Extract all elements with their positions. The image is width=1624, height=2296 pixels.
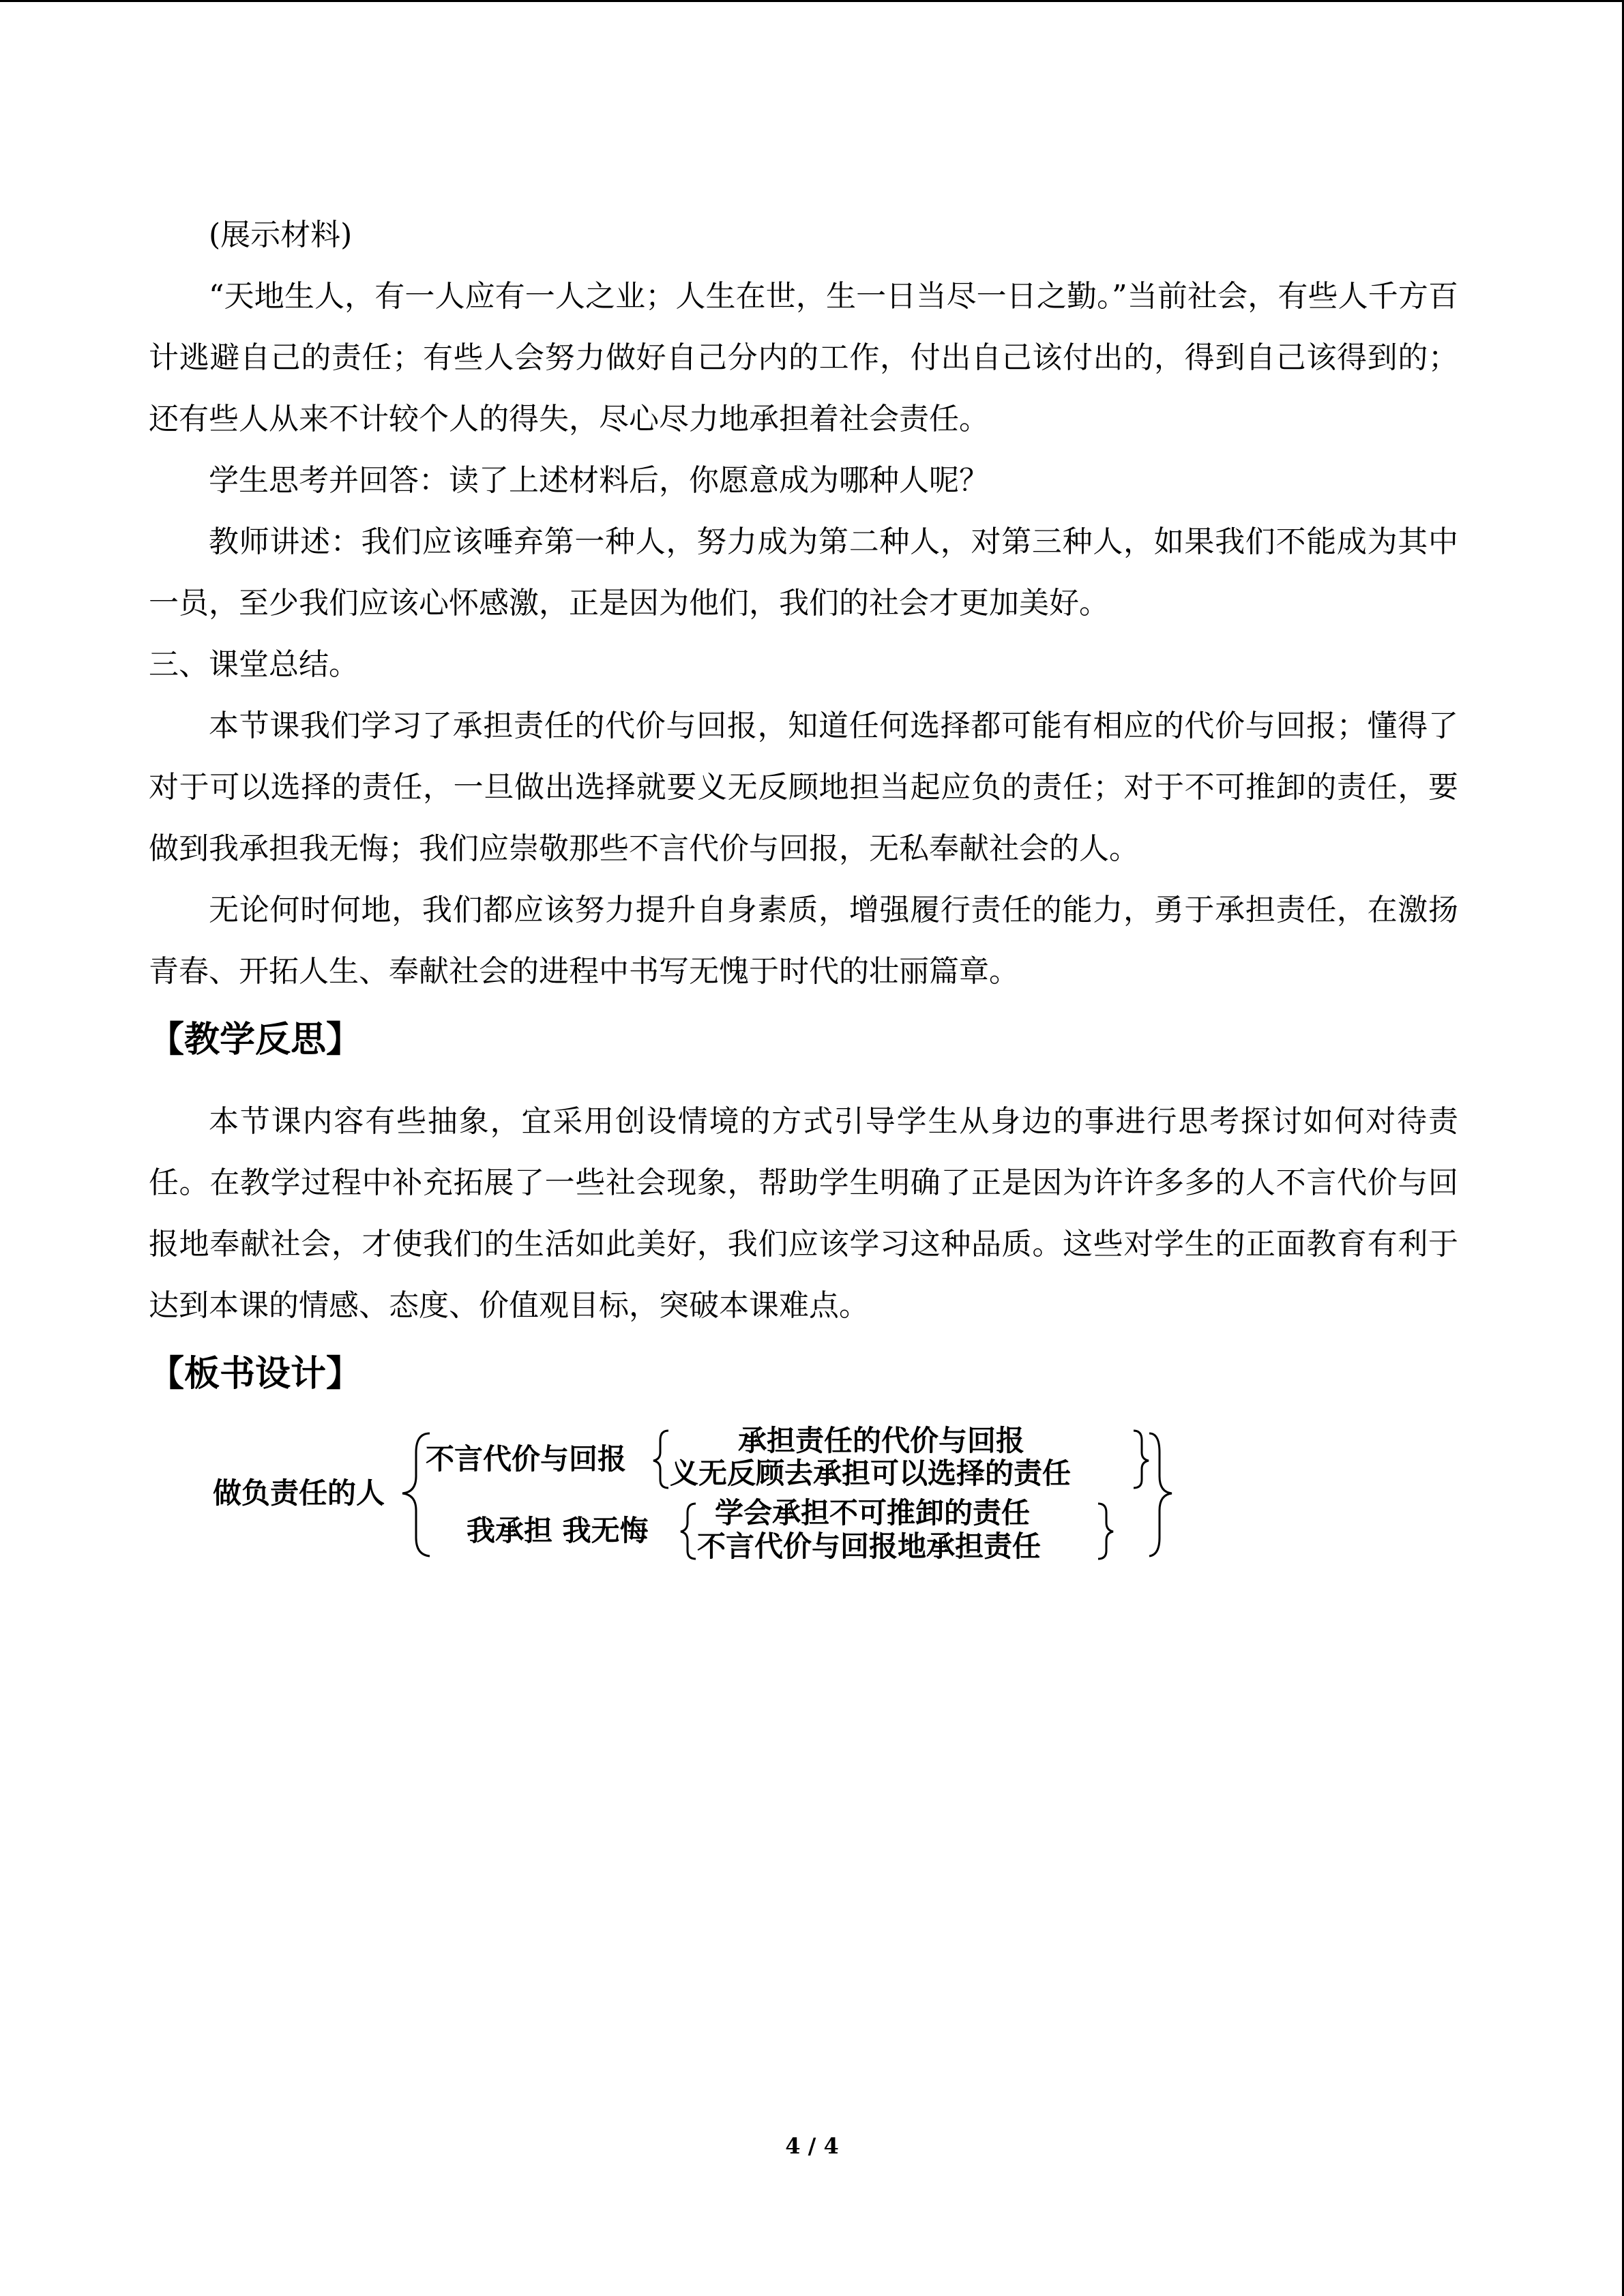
student-think-paragraph: 学生思考并回答：读了上述材料后，你愿意成为哪种人呢？ — [209, 463, 989, 498]
branch-2-close-brace — [1098, 1504, 1113, 1559]
branch-1-close-brace — [1134, 1431, 1149, 1488]
branch-1-brace — [653, 1431, 668, 1488]
root-close-brace — [1149, 1433, 1172, 1556]
reflection-title: 【教学反思】 — [149, 1019, 362, 1060]
summary-paragraph-2: 无论何时何地，我们都应该努力提升自身素质，增强履行责任的能力，勇于承担责任，在激扬青春、开拓人生、奉献社会的进程中书写无愧于时代的壮丽篇章。 — [149, 893, 1458, 989]
board-branch-1-label: 不言代价与回报 — [426, 1442, 627, 1476]
board-branch-2-label: 我承担 我无悔 — [467, 1514, 649, 1547]
teacher-talk-paragraph: 教师讲述：我们应该唾弃第一种人，努力成为第二种人，对第三种人，如果我们不能成为其中一员，至少我们应该心怀感激，正是因为他们，我们的社会才更加美好。 — [149, 524, 1458, 621]
summary-heading: 三、课堂总结。 — [149, 647, 359, 682]
board-root-label: 做负责任的人 — [213, 1476, 385, 1510]
main-content — [149, 205, 1458, 1412]
page-number: 4 / 4 — [785, 2133, 839, 2159]
board-branch-1-item-2: 义无反顾去承担可以选择的责任 — [670, 1457, 1072, 1490]
board-branch-1-item-1: 承担责任的代价与回报 — [738, 1424, 1025, 1457]
reflection-text: 本节课内容有些抽象，宜采用创设情境的方式引导学生从身边的事进行思考探讨如何对待责任。在教学过程中补充拓展了一些社会现象，帮助学生明确了正是因为许许多多的人不言代价与回报地奉献社会，才使我们的生活如此美好，我们应该学习这种品质。这些对学生的正面教育有利于达到本课的情感、态度、价值观目标，突破本课难点。 — [149, 1104, 1458, 1323]
material-label: (展示材料) — [209, 218, 353, 252]
board-design-diagram — [205, 1391, 1194, 1582]
summary-paragraph-1: 本节课我们学习了承担责任的代价与回报，知道任何选择都可能有相应的代价与回报；懂得了对于可以选择的责任，一旦做出选择就要义无反顾地担当起应负的责任；对于不可推卸的责任，要做到我承担我无悔；我们应崇敬那些不言代价与回报，无私奉献社会的人。 — [149, 709, 1458, 866]
page-top-border — [0, 0, 1624, 2]
branch-2-brace — [681, 1504, 696, 1559]
board-branch-2-item-1: 学会承担不可推卸的责任 — [715, 1496, 1031, 1530]
board-branch-2-item-2: 不言代价与回报地承担责任 — [697, 1530, 1042, 1563]
board-design-title: 【板书设计】 — [149, 1354, 362, 1395]
material-text: “天地生人，有一人应有一人之业；人生在世，生一日当尽一日之勤。”当前社会，有些人千方百计逃避自己的责任；有些人会努力做好自己分内的工作，付出自己该付出的，得到自己该得到的；还有些人从来不计较个人的得失，尽心尽力地承担着社会责任。 — [149, 279, 1458, 436]
